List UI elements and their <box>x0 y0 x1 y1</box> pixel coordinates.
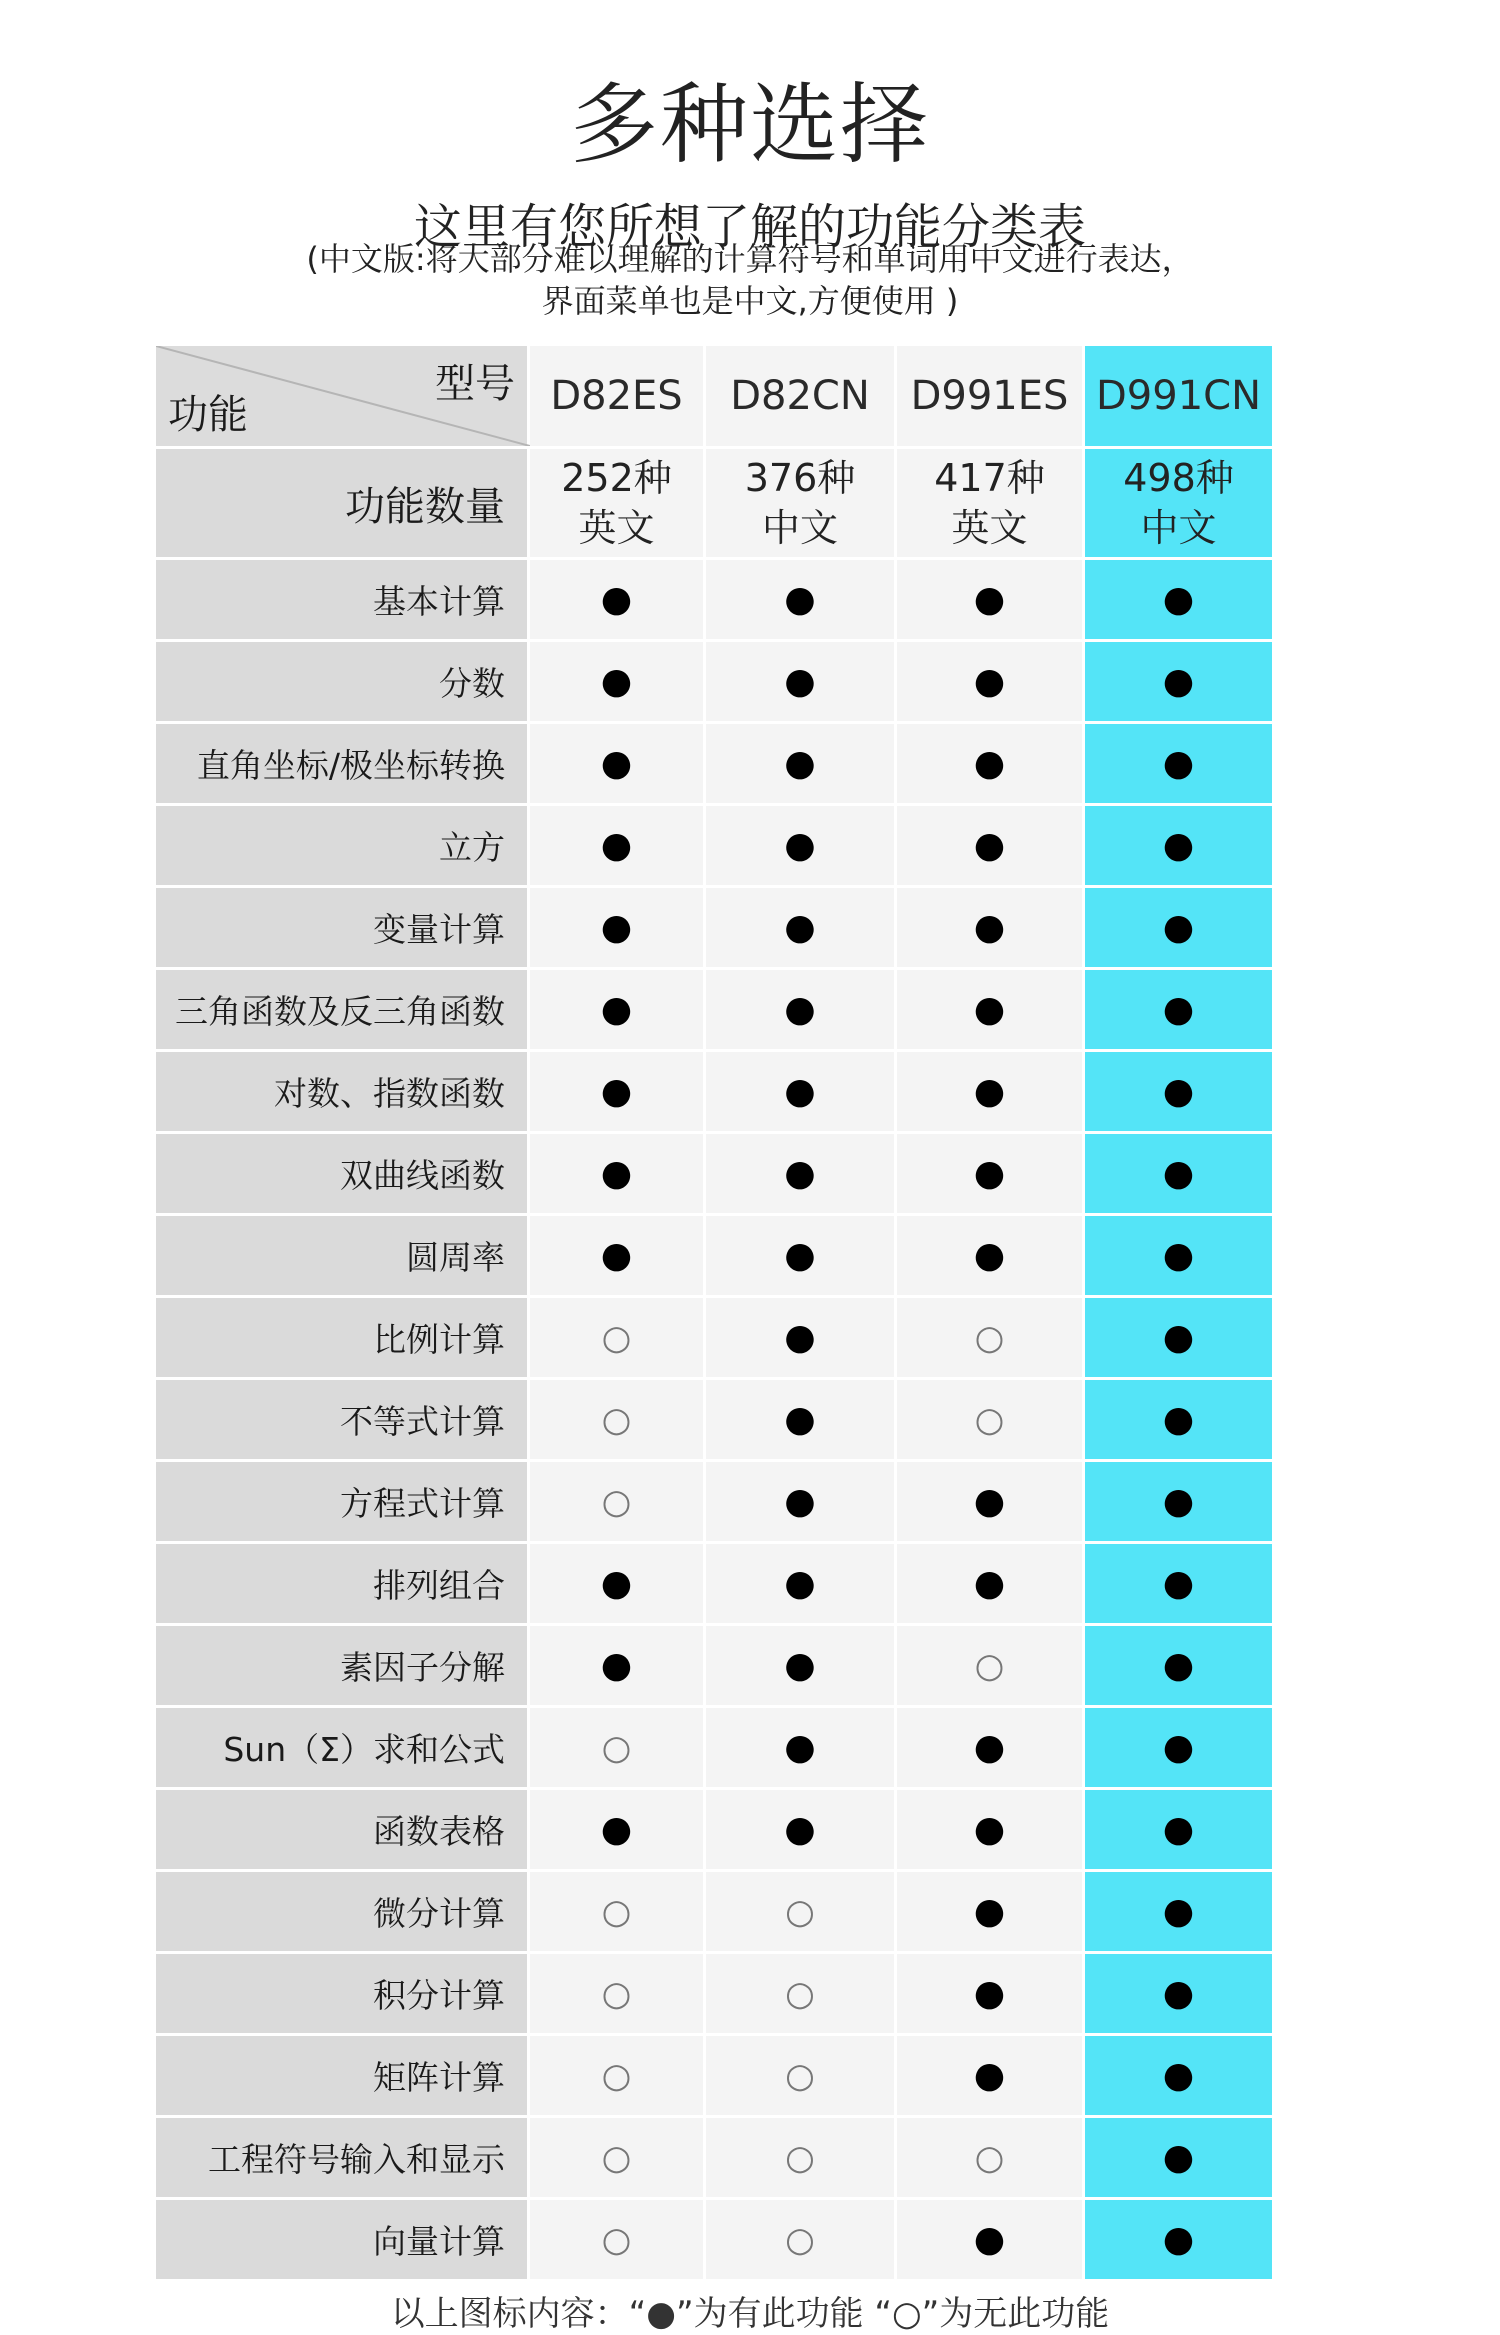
feature-cell <box>706 2036 897 2115</box>
feature-cell <box>897 1954 1085 2033</box>
feature-row <box>156 1954 1272 2036</box>
function-language-value: 英文 <box>578 506 655 550</box>
feature-cell <box>706 1298 897 1377</box>
feature-cell <box>897 2200 1085 2279</box>
feature-cell <box>1085 1052 1272 1131</box>
feature-row <box>156 806 1272 888</box>
feature-label: 函数表格 <box>156 1790 530 1869</box>
function-language-value: 中文 <box>1140 506 1217 550</box>
feature-cell <box>706 1380 897 1459</box>
legend-footer: 以上图标内容：“●”为有此功能 “○”为无此功能 <box>390 2294 1110 2334</box>
feature-cell <box>530 806 706 885</box>
feature-label: 分数 <box>156 642 530 721</box>
page-note <box>0 238 1500 322</box>
feature-row <box>156 970 1272 1052</box>
filled-circle-icon: ● <box>973 1234 1006 1276</box>
feature-cell <box>706 2118 897 2197</box>
header-function-label: 功能 <box>168 392 248 438</box>
feature-cell <box>897 1462 1085 1541</box>
filled-circle-icon: ● <box>784 660 816 702</box>
feature-label: 方程式计算 <box>156 1462 530 1541</box>
feature-label: 基本计算 <box>156 560 530 639</box>
filled-circle-icon: ● <box>1162 2218 1195 2260</box>
filled-circle-icon: ● <box>1162 1152 1195 1194</box>
feature-cell <box>897 2036 1085 2115</box>
feature-label: 不等式计算 <box>156 1380 530 1459</box>
filled-circle-icon: ● <box>1162 824 1195 866</box>
feature-cell <box>897 1052 1085 1131</box>
feature-cell <box>706 1626 897 1705</box>
feature-cell <box>897 888 1085 967</box>
feature-label: 双曲线函数 <box>156 1134 530 1213</box>
feature-label: 矩阵计算 <box>156 2036 530 2115</box>
feature-cell <box>897 1380 1085 1459</box>
feature-cell <box>530 1380 706 1459</box>
feature-cell <box>706 1216 897 1295</box>
empty-circle-icon: ○ <box>785 1973 815 2014</box>
feature-cell <box>1085 970 1272 1049</box>
feature-cell <box>1085 1462 1272 1541</box>
feature-cell <box>897 1216 1085 1295</box>
feature-row <box>156 1134 1272 1216</box>
empty-circle-icon: ○ <box>601 2137 632 2178</box>
feature-cell <box>530 642 706 721</box>
feature-cell <box>530 1954 706 2033</box>
function-count-value: 498种 <box>1123 456 1234 500</box>
feature-cell <box>897 806 1085 885</box>
feature-cell <box>897 2118 1085 2197</box>
filled-circle-icon: ● <box>1162 1562 1195 1604</box>
function-count-label: 功能数量 <box>156 449 530 557</box>
empty-circle-icon: ○ <box>785 2137 815 2178</box>
feature-cell <box>530 1626 706 1705</box>
feature-cell <box>1085 1790 1272 1869</box>
filled-circle-icon: ● <box>973 1562 1006 1604</box>
feature-row <box>156 1544 1272 1626</box>
feature-cell <box>1085 1216 1272 1295</box>
feature-row <box>156 1216 1272 1298</box>
filled-circle-icon: ● <box>1162 1316 1195 1358</box>
feature-cell <box>706 1462 897 1541</box>
feature-cell <box>897 970 1085 1049</box>
feature-cell <box>530 1462 706 1541</box>
note-line-2: 界面菜单也是中文,方便使用 ) <box>541 282 959 320</box>
header-model-d82cn: D82CN <box>706 346 897 446</box>
filled-circle-icon: ● <box>973 2218 1006 2260</box>
feature-row <box>156 642 1272 724</box>
feature-cell <box>530 970 706 1049</box>
feature-cell <box>1085 888 1272 967</box>
filled-circle-icon: ● <box>600 1562 633 1604</box>
feature-row <box>156 1462 1272 1544</box>
filled-circle-icon: ● <box>1162 1644 1195 1686</box>
filled-circle-icon: ● <box>600 1070 633 1112</box>
filled-circle-icon: ● <box>973 1726 1006 1768</box>
filled-circle-icon: ● <box>1162 1972 1195 2014</box>
function-count-cell <box>1085 449 1272 557</box>
feature-label: 排列组合 <box>156 1544 530 1623</box>
feature-cell <box>530 724 706 803</box>
feature-cell <box>1085 1708 1272 1787</box>
filled-circle-icon: ● <box>600 988 633 1030</box>
filled-circle-icon: ● <box>973 2054 1006 2096</box>
empty-circle-icon: ○ <box>785 2219 815 2260</box>
feature-cell <box>897 1298 1085 1377</box>
filled-circle-icon: ● <box>600 578 633 620</box>
function-count-cell <box>706 449 897 557</box>
feature-row <box>156 1790 1272 1872</box>
filled-circle-icon: ● <box>784 906 816 948</box>
filled-circle-icon: ● <box>600 1644 633 1686</box>
filled-circle-icon: ● <box>1162 988 1195 1030</box>
feature-row <box>156 1298 1272 1380</box>
filled-circle-icon: ● <box>600 1808 633 1850</box>
filled-circle-icon: ● <box>973 1972 1006 2014</box>
feature-cell <box>530 1216 706 1295</box>
empty-circle-icon: ○ <box>601 1891 632 1932</box>
feature-cell <box>530 2036 706 2115</box>
filled-circle-icon: ● <box>973 988 1006 1030</box>
filled-circle-icon: ● <box>784 1562 816 1604</box>
feature-row <box>156 2036 1272 2118</box>
filled-circle-icon: ● <box>973 824 1006 866</box>
feature-row <box>156 1872 1272 1954</box>
empty-circle-icon: ○ <box>974 1645 1005 1686</box>
feature-cell <box>706 1872 897 1951</box>
filled-circle-icon: ● <box>973 660 1006 702</box>
feature-cell <box>706 1134 897 1213</box>
filled-circle-icon: ● <box>973 1070 1006 1112</box>
feature-cell <box>530 1790 706 1869</box>
filled-circle-icon: ● <box>784 988 816 1030</box>
feature-row <box>156 888 1272 970</box>
feature-cell <box>1085 2200 1272 2279</box>
filled-circle-icon: ● <box>973 1152 1006 1194</box>
filled-circle-icon: ● <box>784 1726 816 1768</box>
feature-row <box>156 2118 1272 2200</box>
filled-circle-icon: ● <box>1162 1890 1195 1932</box>
feature-row <box>156 560 1272 642</box>
feature-cell <box>706 1708 897 1787</box>
function-count-value: 252种 <box>561 456 672 500</box>
feature-label: 微分计算 <box>156 1872 530 1951</box>
feature-cell <box>530 2118 706 2197</box>
feature-cell <box>1085 1626 1272 1705</box>
function-language-value: 中文 <box>761 506 838 550</box>
feature-cell <box>530 1134 706 1213</box>
filled-circle-icon: ● <box>1162 906 1195 948</box>
empty-circle-icon: ○ <box>601 1399 632 1440</box>
feature-label: 对数、指数函数 <box>156 1052 530 1131</box>
feature-label: 立方 <box>156 806 530 885</box>
feature-cell <box>530 1544 706 1623</box>
filled-circle-icon: ● <box>1162 742 1195 784</box>
feature-cell <box>897 1134 1085 1213</box>
feature-cell <box>530 1298 706 1377</box>
filled-circle-icon: ● <box>784 1234 816 1276</box>
feature-cell <box>706 2200 897 2279</box>
filled-circle-icon: ● <box>784 1316 816 1358</box>
feature-cell <box>530 1872 706 1951</box>
feature-label: 向量计算 <box>156 2200 530 2279</box>
page-subtitle: 这里有您所想了解的功能分类表 <box>413 199 1086 255</box>
filled-circle-icon: ● <box>973 742 1006 784</box>
header-model-label: 型号 <box>435 361 515 407</box>
feature-cell <box>897 1790 1085 1869</box>
feature-cell <box>897 1872 1085 1951</box>
feature-label: 比例计算 <box>156 1298 530 1377</box>
filled-circle-icon: ● <box>784 1152 816 1194</box>
filled-circle-icon: ● <box>784 1808 816 1850</box>
feature-label: 素因子分解 <box>156 1626 530 1705</box>
feature-cell <box>897 724 1085 803</box>
function-language-value: 英文 <box>951 506 1028 550</box>
feature-cell <box>897 1626 1085 1705</box>
filled-circle-icon: ● <box>973 1480 1006 1522</box>
feature-cell <box>1085 1544 1272 1623</box>
empty-circle-icon: ○ <box>974 1317 1005 1358</box>
feature-row <box>156 1380 1272 1462</box>
filled-circle-icon: ● <box>600 824 633 866</box>
feature-label: 直角坐标/极坐标转换 <box>156 724 530 803</box>
empty-circle-icon: ○ <box>601 1727 632 1768</box>
header-model-d991es: D991ES <box>897 346 1085 446</box>
filled-circle-icon: ● <box>784 1070 816 1112</box>
feature-label: 工程符号输入和显示 <box>156 2118 530 2197</box>
feature-cell <box>530 1708 706 1787</box>
filled-circle-icon: ● <box>1162 2054 1195 2096</box>
function-count-value: 376种 <box>744 456 856 500</box>
note-line-1: (中文版:将大部分难以理解的计算符号和单词用中文进行表达， <box>306 240 1194 278</box>
feature-label: Sun（Σ）求和公式 <box>156 1708 530 1787</box>
feature-cell <box>706 888 897 967</box>
function-count-cell <box>530 449 706 557</box>
filled-circle-icon: ● <box>1162 1070 1195 1112</box>
feature-cell <box>706 724 897 803</box>
feature-row <box>156 1708 1272 1790</box>
empty-circle-icon: ○ <box>601 1317 632 1358</box>
feature-cell <box>897 642 1085 721</box>
feature-cell <box>706 806 897 885</box>
filled-circle-icon: ● <box>600 1152 633 1194</box>
feature-row <box>156 1626 1272 1708</box>
feature-cell <box>1085 724 1272 803</box>
feature-cell <box>1085 1134 1272 1213</box>
feature-cell <box>530 2200 706 2279</box>
feature-cell <box>1085 1380 1272 1459</box>
feature-cell <box>1085 1954 1272 2033</box>
function-count-cell <box>897 449 1085 557</box>
feature-cell <box>530 560 706 639</box>
header-model-d82es: D82ES <box>530 346 706 446</box>
feature-label: 圆周率 <box>156 1216 530 1295</box>
filled-circle-icon: ● <box>600 742 633 784</box>
feature-cell <box>706 1544 897 1623</box>
filled-circle-icon: ● <box>973 1808 1006 1850</box>
feature-cell <box>530 1052 706 1131</box>
empty-circle-icon: ○ <box>974 2137 1005 2178</box>
comparison-table <box>156 346 1272 2282</box>
empty-circle-icon: ○ <box>601 1481 632 1522</box>
filled-circle-icon: ● <box>1162 1480 1195 1522</box>
feature-label: 三角函数及反三角函数 <box>156 970 530 1049</box>
filled-circle-icon: ● <box>973 578 1006 620</box>
feature-label: 积分计算 <box>156 1954 530 2033</box>
filled-circle-icon: ● <box>1162 1808 1195 1850</box>
feature-rows <box>156 560 1272 2282</box>
feature-cell <box>530 888 706 967</box>
feature-row <box>156 1052 1272 1134</box>
filled-circle-icon: ● <box>1162 1398 1195 1440</box>
filled-circle-icon: ● <box>600 660 633 702</box>
filled-circle-icon: ● <box>600 1234 633 1276</box>
filled-circle-icon: ● <box>600 906 633 948</box>
filled-circle-icon: ● <box>784 1398 816 1440</box>
filled-circle-icon: ● <box>973 906 1006 948</box>
feature-cell <box>897 560 1085 639</box>
filled-circle-icon: ● <box>784 1644 816 1686</box>
feature-cell <box>1085 2118 1272 2197</box>
feature-cell <box>1085 1872 1272 1951</box>
filled-circle-icon: ● <box>784 742 816 784</box>
feature-cell <box>706 642 897 721</box>
feature-cell <box>1085 560 1272 639</box>
empty-circle-icon: ○ <box>785 1891 815 1932</box>
feature-cell <box>897 1708 1085 1787</box>
feature-cell <box>706 1052 897 1131</box>
feature-cell <box>1085 2036 1272 2115</box>
empty-circle-icon: ○ <box>601 2055 632 2096</box>
function-count-value: 417种 <box>934 456 1045 500</box>
feature-cell <box>1085 1298 1272 1377</box>
header-model-d991cn: D991CN <box>1085 346 1272 446</box>
feature-cell <box>706 970 897 1049</box>
filled-circle-icon: ● <box>784 1480 816 1522</box>
empty-circle-icon: ○ <box>785 2055 815 2096</box>
header-corner-cell <box>156 346 530 446</box>
empty-circle-icon: ○ <box>601 2219 632 2260</box>
feature-cell <box>897 1544 1085 1623</box>
feature-cell <box>1085 806 1272 885</box>
filled-circle-icon: ● <box>973 1890 1006 1932</box>
empty-circle-icon: ○ <box>601 1973 632 2014</box>
filled-circle-icon: ● <box>784 578 816 620</box>
function-count-row <box>156 449 1272 560</box>
filled-circle-icon: ● <box>784 824 816 866</box>
empty-circle-icon: ○ <box>974 1399 1005 1440</box>
filled-circle-icon: ● <box>1162 1726 1195 1768</box>
feature-row <box>156 724 1272 806</box>
feature-cell <box>706 1954 897 2033</box>
feature-label: 变量计算 <box>156 888 530 967</box>
filled-circle-icon: ● <box>1162 578 1195 620</box>
page-title: 多种选择 <box>569 73 930 176</box>
feature-row <box>156 2200 1272 2282</box>
filled-circle-icon: ● <box>1162 2136 1195 2178</box>
feature-cell <box>1085 642 1272 721</box>
filled-circle-icon: ● <box>1162 1234 1195 1276</box>
filled-circle-icon: ● <box>1162 660 1195 702</box>
feature-cell <box>706 560 897 639</box>
feature-cell <box>706 1790 897 1869</box>
table-header-row <box>156 346 1272 449</box>
